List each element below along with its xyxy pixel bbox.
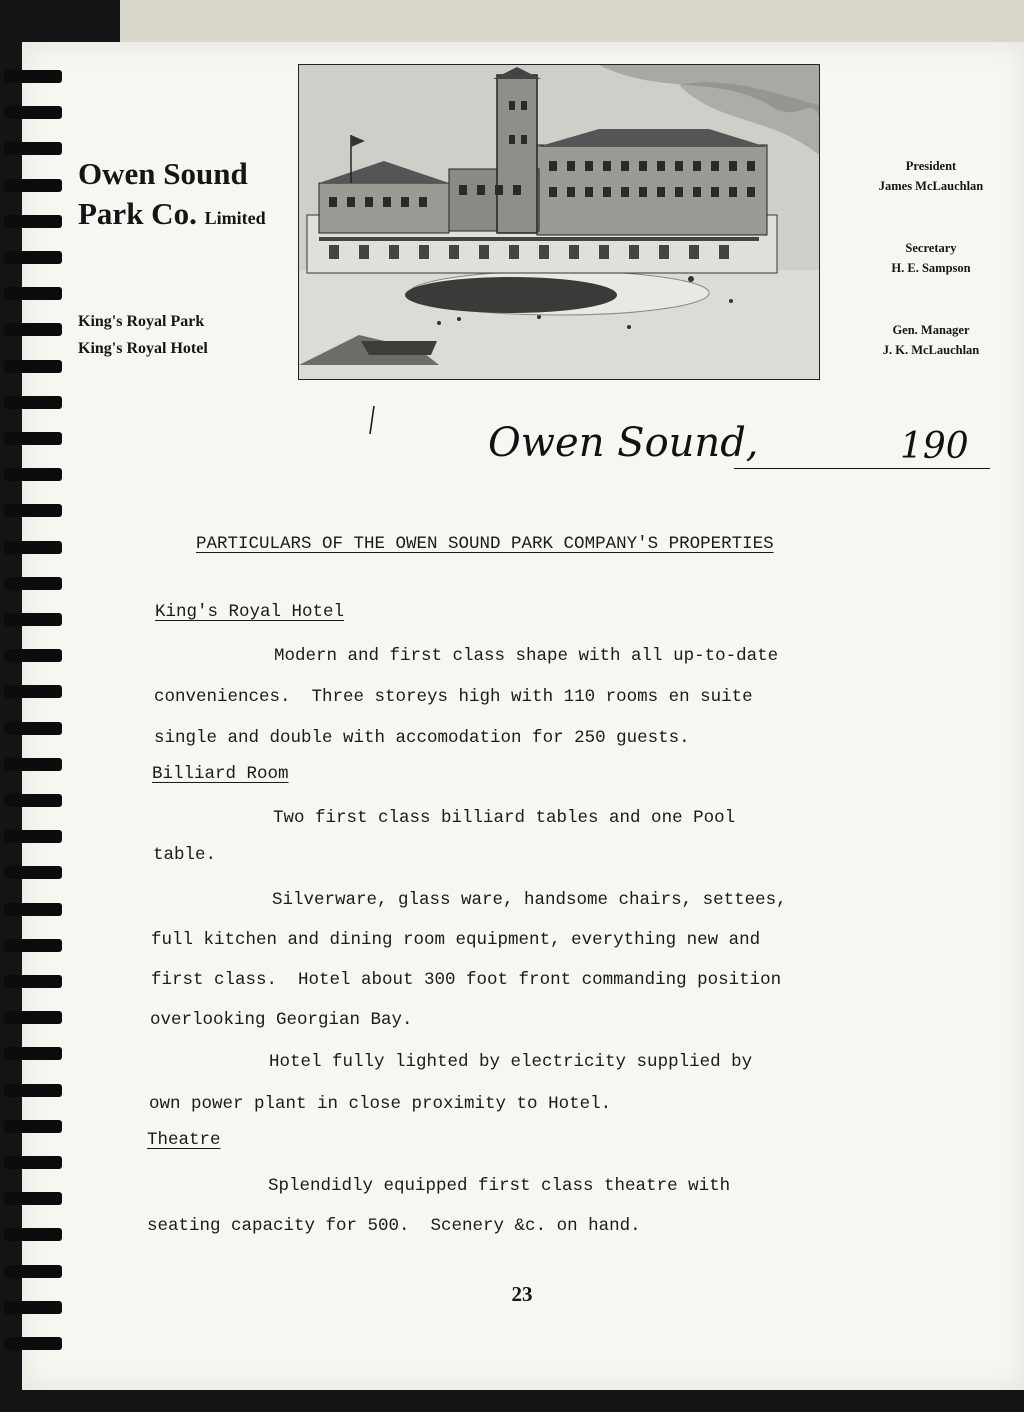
hotel-engraving bbox=[298, 64, 820, 380]
spiral-coil bbox=[4, 1047, 62, 1060]
spiral-coil bbox=[4, 613, 62, 626]
body-line: own power plant in close proximity to Hotel. bbox=[149, 1094, 612, 1114]
company-name-line2: Park Co. bbox=[78, 196, 197, 231]
spiral-coil bbox=[4, 215, 62, 228]
spiral-coil bbox=[4, 685, 62, 698]
body-line: table. bbox=[153, 845, 217, 865]
body-line: first class. Hotel about 300 foot front commanding position bbox=[151, 970, 782, 990]
spiral-coil bbox=[4, 251, 62, 264]
spiral-coil bbox=[4, 1301, 62, 1314]
spiral-coil bbox=[4, 106, 62, 119]
body-line: single and double with accomodation for 250 guests. bbox=[154, 728, 690, 748]
officer-name: James McLauchlan bbox=[878, 179, 984, 193]
spiral-coil bbox=[4, 1120, 62, 1133]
spiral-coil bbox=[4, 1265, 62, 1278]
section-heading-billiard: Billiard Room bbox=[152, 764, 289, 784]
spiral-coil bbox=[4, 504, 62, 517]
dateline-place: Owen Sound, bbox=[488, 420, 759, 466]
officer-name: H. E. Sampson bbox=[891, 261, 971, 275]
spiral-coil bbox=[4, 577, 62, 590]
body-line: full kitchen and dining room equipment, everything new and bbox=[151, 930, 761, 950]
spiral-coil bbox=[4, 70, 62, 83]
company-properties bbox=[78, 308, 208, 362]
officer-gen-manager bbox=[856, 320, 1006, 360]
officer-title: Secretary bbox=[905, 241, 957, 255]
dateline-year: 190 bbox=[900, 426, 969, 467]
spiral-coil bbox=[4, 360, 62, 373]
spiral-coil bbox=[4, 1084, 62, 1097]
body-line: Modern and first class shape with all up-to-date bbox=[274, 646, 779, 666]
spiral-coil bbox=[4, 468, 62, 481]
spiral-coil bbox=[4, 287, 62, 300]
spiral-coil bbox=[4, 903, 62, 916]
body-line: Splendidly equipped first class theatre with bbox=[268, 1176, 731, 1196]
spiral-coil bbox=[4, 939, 62, 952]
spiral-coil bbox=[4, 1156, 62, 1169]
body-line: Two first class billiard tables and one Pool bbox=[273, 808, 736, 828]
date-rule bbox=[734, 468, 990, 469]
hotel-illustration bbox=[299, 65, 819, 379]
officer-secretary bbox=[856, 238, 1006, 278]
section-heading-hotel: King's Royal Hotel bbox=[155, 602, 345, 622]
spiral-coil bbox=[4, 722, 62, 735]
spiral-coil bbox=[4, 830, 62, 843]
spiral-coil bbox=[4, 758, 62, 771]
officer-name: J. K. McLauchlan bbox=[882, 343, 980, 357]
officer-title: Gen. Manager bbox=[892, 323, 970, 337]
spiral-coil bbox=[4, 1192, 62, 1205]
spiral-coil bbox=[4, 432, 62, 445]
body-line: overlooking Georgian Bay. bbox=[150, 1010, 413, 1030]
property-hotel: King's Royal Hotel bbox=[78, 340, 208, 357]
spiral-coil bbox=[4, 179, 62, 192]
spiral-coil bbox=[4, 1011, 62, 1024]
spiral-binding bbox=[0, 70, 70, 1390]
document-title: PARTICULARS OF THE OWEN SOUND PARK COMPANY'S PROPERTIES bbox=[196, 534, 774, 554]
body-line: Hotel fully lighted by electricity supplied by bbox=[269, 1052, 753, 1072]
company-name-line1: Owen Sound bbox=[78, 156, 248, 191]
pen-mark bbox=[368, 405, 376, 435]
body-line: Silverware, glass ware, handsome chairs, settees, bbox=[272, 890, 787, 910]
body-line: seating capacity for 500. Scenery &c. on hand. bbox=[147, 1216, 641, 1236]
officer-title: President bbox=[905, 159, 957, 173]
company-suffix: Limited bbox=[204, 208, 266, 228]
officer-president bbox=[856, 156, 1006, 196]
spiral-coil bbox=[4, 142, 62, 155]
property-park: King's Royal Park bbox=[78, 313, 205, 330]
body-line: conveniences. Three storeys high with 110 rooms en suite bbox=[154, 687, 753, 707]
spiral-coil bbox=[4, 649, 62, 662]
company-name bbox=[78, 154, 266, 238]
spiral-coil bbox=[4, 541, 62, 554]
spiral-coil bbox=[4, 1337, 62, 1350]
page-number: 23 bbox=[511, 1282, 533, 1306]
spiral-coil bbox=[4, 975, 62, 988]
spiral-coil bbox=[4, 866, 62, 879]
dateline bbox=[488, 410, 1008, 490]
spiral-coil bbox=[4, 323, 62, 336]
officers-list bbox=[856, 156, 1006, 402]
spiral-coil bbox=[4, 396, 62, 409]
spiral-coil bbox=[4, 1228, 62, 1241]
spiral-coil bbox=[4, 794, 62, 807]
next-page-edge bbox=[120, 0, 1024, 42]
section-heading-theatre: Theatre bbox=[147, 1130, 221, 1150]
